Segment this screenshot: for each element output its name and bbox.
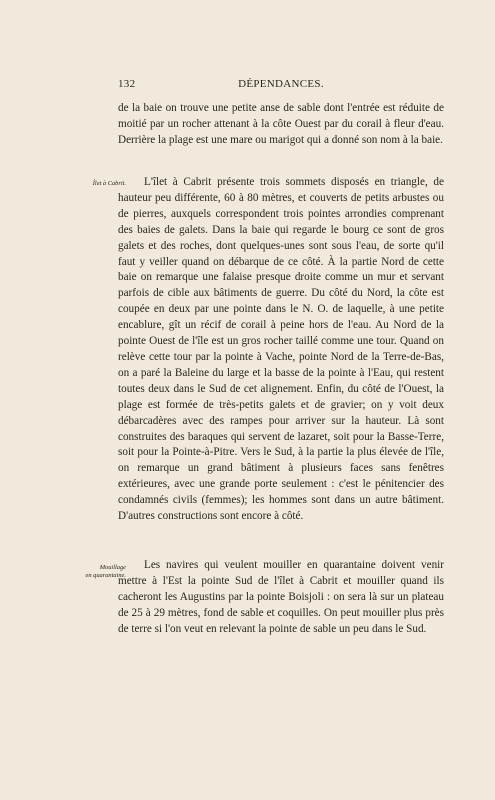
paragraph-continuation: [118, 101, 444, 149]
paragraph-ilet-a-cabrit: [118, 175, 444, 525]
paragraph-text: de la baie on trouve une petite anse de sable dont l'entrée est réduite de moitié par un rocher attenant à la côte Ouest par du corail à fleur d'eau. Derrière la plage est une mare ou marigot qui a donné son nom à la baie.: [118, 102, 444, 146]
margin-note-line: en quarantaine.: [85, 572, 126, 579]
paragraph-mouillage: [118, 558, 444, 638]
margin-note-line: Mouillage: [99, 564, 126, 571]
paragraph-text: Les navires qui veulent mouiller en quarantaine doivent venir mettre à l'Est la pointe Sud de l'îlet à Cabrit et mouiller quand ils cacheront les Augustins par la pointe Boisjoli : on sera là sur un plateau de 25 à 29 mètres, fond de sable et coquilles. On peut mouiller plus près de terre si l'on veut en relevant la pointe de sable un peu dans le Sud.: [118, 559, 444, 635]
page-header: [118, 78, 444, 92]
page-number: 132: [118, 78, 136, 90]
margin-note-ilet-a-cabrit: [58, 180, 126, 188]
paragraph-text: L'îlet à Cabrit présente trois sommets disposés en triangle, de hauteur peu différente, 60 à 80 mètres, et couverts de petits arbustes ou de pierres, auxquels correspondent trois pointes arrondies comprenant des baies de galets. Dans la baie qui regarde le bourg ce sont de gros galets et des roches, dont quelques-unes sont sous l'eau, de sorte qu'il faut y veiller quand on débarque de ce côté. À la partie Nord de cette baie on remarque une falaise presque droite comme un mur et servant parfois de cible aux bâtiments de guerre. Du côté du Nord, la côte est coupée en deux par une pointe dans le N. O. de laquelle, à une petite encablure, gît un récif de corail à peine hors de l'eau. Au Nord de la pointe Ouest de l'île est un gros rocher taillé comme une tour. Quand on relève cette tour par la pointe à Vache, pointe Nord de la Terre-de-Bas, on a paré la Baleine du large et la basse de la pointe à l'Eau, qui restent toutes deux dans le Sud de cet alignement. Enfin, du côté de l'Ouest, la plage est formée de très-petits galets et de gravier; on y voit deux débarcadères avec des rampes pour arriver sur la hauteur. Là sont construites des baraques qui servent de lazaret, soit pour la Basse-Terre, soit pour la Pointe-à-Pitre. Vers le Sud, à la partie la plus élevée de l'île, on remarque un grand bâtiment à plusieurs faces sans fenêtres extérieures, avec une grande porte seulement : c'est le pénitencier des condamnés civils (femmes); les hommes sont dans un autre bâtiment. D'autres constructions sont encore à côté.: [118, 176, 444, 523]
margin-note-mouillage: [58, 564, 126, 580]
running-title: DÉPENDANCES.: [238, 78, 324, 90]
margin-note-line: Îlet à Cabrit.: [92, 180, 126, 187]
